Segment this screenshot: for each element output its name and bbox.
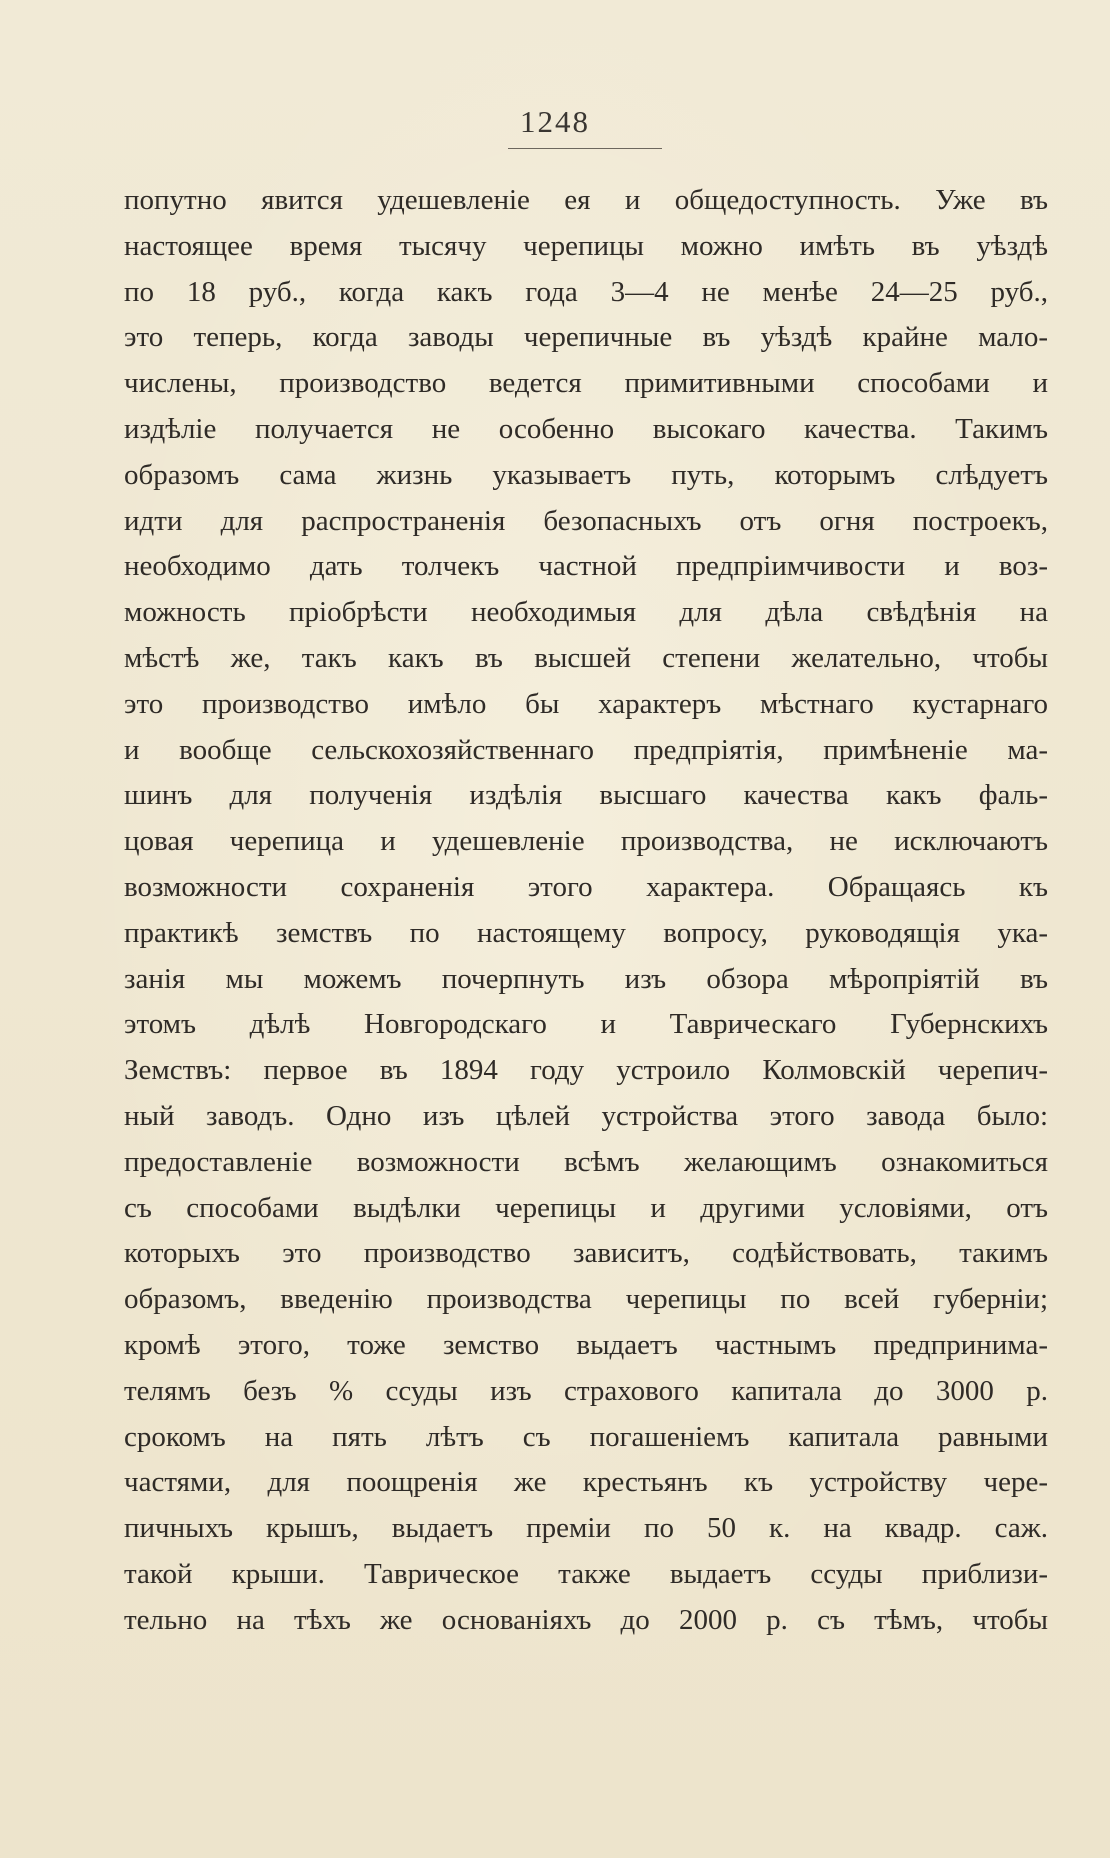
text-line: необходимо дать толчекъ частной предпріимчивости и воз- — [124, 550, 1048, 583]
text-line: занія мы можемъ почерпнуть изъ обзора мѣропріятій въ — [124, 962, 1048, 995]
text-line: шинъ для полученія издѣлія высшаго качества какъ фаль- — [124, 779, 1048, 812]
text-line: мѣстѣ же, такъ какъ въ высшей степени желательно, чтобы — [124, 641, 1048, 674]
text-line: это производство имѣло бы характеръ мѣстнаго кустарнаго — [124, 687, 1048, 720]
text-line: пичныхъ крышъ, выдаетъ преміи по 50 к. на квадр. саж. — [124, 1512, 1048, 1545]
text-line: попутно явится удешевленіе ея и общедоступность. Уже въ — [124, 184, 1048, 216]
text-line: ный заводъ. Одно изъ цѣлей устройства этого завода было: — [124, 1099, 1048, 1132]
text-line: съ способами выдѣлки черепицы и другими условіями, отъ — [124, 1191, 1048, 1224]
text-line: Земствъ: первое въ 1894 году устроило Колмовскій черепич- — [124, 1054, 1048, 1087]
text-line: телямъ безъ % ссуды изъ страхового капитала до 3000 р. — [124, 1374, 1048, 1407]
text-line: возможности сохраненія этого характера. Обращаясь къ — [124, 870, 1048, 903]
text-line: тельно на тѣхъ же основаніяхъ до 2000 р. съ тѣмъ, чтобы — [124, 1603, 1048, 1636]
text-line: цовая черепица и удешевленіе производства, не исключаютъ — [124, 825, 1048, 858]
text-line: кромѣ этого, тоже земство выдаетъ частнымъ предпринима- — [124, 1328, 1048, 1361]
text-line: которыхъ это производство зависитъ, содѣйствовать, такимъ — [124, 1237, 1048, 1270]
text-line: числены, производство ведется примитивными способами и — [124, 367, 1048, 400]
text-line: издѣліе получается не особенно высокаго качества. Такимъ — [124, 412, 1048, 445]
body-text — [124, 178, 1048, 1644]
text-line: можность пріобрѣсти необходимыя для дѣла свѣдѣнія на — [124, 596, 1048, 629]
text-line: срокомъ на пять лѣтъ съ погашеніемъ капитала равными — [124, 1420, 1048, 1453]
text-line: идти для распространенія безопасныхъ отъ огня построекъ, — [124, 504, 1048, 537]
text-line: образомъ, введенію производства черепицы по всей губерніи; — [124, 1283, 1048, 1316]
text-line: такой крыши. Таврическое также выдаетъ ссуды приблизи- — [124, 1557, 1048, 1590]
text-line: настоящее время тысячу черепицы можно имѣть въ уѣздѣ — [124, 229, 1048, 262]
text-line: образомъ сама жизнь указываетъ путь, которымъ слѣдуетъ — [124, 458, 1048, 491]
text-line: этомъ дѣлѣ Новгородскаго и Таврическаго Губернскихъ — [124, 1008, 1048, 1041]
page-number: 1248 — [520, 104, 590, 139]
text-line: и вообще сельскохозяйственнаго предпріятія, примѣненіе ма- — [124, 733, 1048, 766]
text-line: частями, для поощренія же крестьянъ къ устройству чере- — [124, 1466, 1048, 1499]
text-line: практикѣ земствъ по настоящему вопросу, руководящія ука- — [124, 916, 1048, 949]
header-rule — [508, 148, 662, 149]
text-line: это теперь, когда заводы черепичные въ уѣздѣ крайне мало- — [124, 321, 1048, 354]
text-line: предоставленіе возможности всѣмъ желающимъ ознакомиться — [124, 1145, 1048, 1178]
text-line: по 18 руб., когда какъ года 3—4 не менѣе 24—25 руб., — [124, 275, 1048, 308]
